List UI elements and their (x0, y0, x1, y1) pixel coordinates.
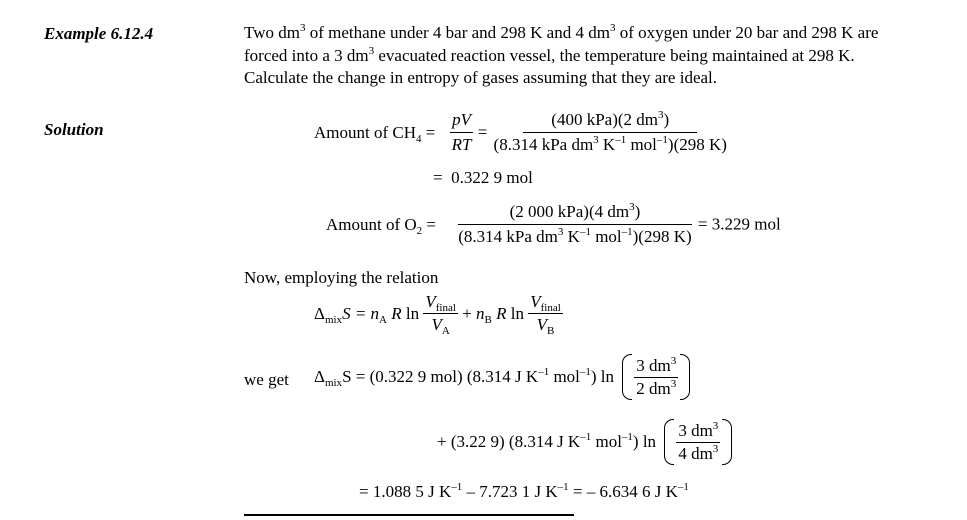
entropy-line-1: $\Delta_{mix}S = (0.322$ 9 mol) (8.314 J $K^{-1}$ mol$^{-1}$) ln $\frac{3 dm^3}{2 dm^3}$ (314, 354, 690, 400)
o2-value-fraction: $\frac{(2 000 kPa)(4 dm^3)}{(8.314 kPa dm^3 K^{-1} mol^{-1})(298 K)}$ (458, 201, 692, 246)
problem-statement: Two $dm^3$ of methane under 4 bar and 298 K and 4 $dm^3$ of oxygen under 20 bar and 298 K are forced into a 3 $dm^3$ evacuated reaction vessel, the temperature being maintained at 298 K. Calculate the change in entropy of gases assuming that they are ideal. (244, 22, 879, 87)
mixing-entropy-relation: $\Delta_{mix}S = n_A$ R ln $\frac{V_{final}}{V_A}$ + $n_B$ R ln $\frac{V_{final}}{V_B}$ (314, 292, 561, 337)
solution-label: Solution (44, 120, 104, 139)
entropy-line-2: + (3.22 9) (8.314 J $K^{-1}$ mol$^{-1}$) ln $\frac{3 dm^3}{4 dm^3}$ (437, 419, 732, 465)
example-label: Example 6.12.4 (44, 24, 154, 43)
ch4-amount-equation: Amount of $CH_4$ = $\frac{pV}{RT}$ = $\frac{(400 kPa)(2 dm^3)}{(8.314 kPa dm^3 K^{-1} mol^{-1})(298 K)}$ (314, 109, 727, 154)
o2-amount-equation: Amount of $O_2$ = $\frac{(2 000 kPa)(4 dm^3)}{(8.314 kPa dm^3 K^{-1} mol^{-1})(298 K)}$ = 3.229 mol (326, 201, 781, 246)
pv-over-rt-fraction: $\frac{pV}{RT}$ (451, 110, 472, 154)
section-divider (244, 514, 574, 516)
final-result: = 1.088 5 J $K^{-1} - 7.723$ 1 J $K^{-1}$ = – 6.634 6 J $K^{-1}$ (359, 481, 689, 501)
we-get-label: we get (244, 370, 289, 389)
relation-intro: Now, employing the relation (244, 268, 439, 287)
ch4-result: = 0.322 9 mol (433, 168, 533, 187)
ch4-value-fraction: $\frac{(400 kPa)(2 dm^3)}{(8.314 kPa dm^3 K^{-1} mol^{-1})(298 K)}$ (493, 109, 727, 154)
